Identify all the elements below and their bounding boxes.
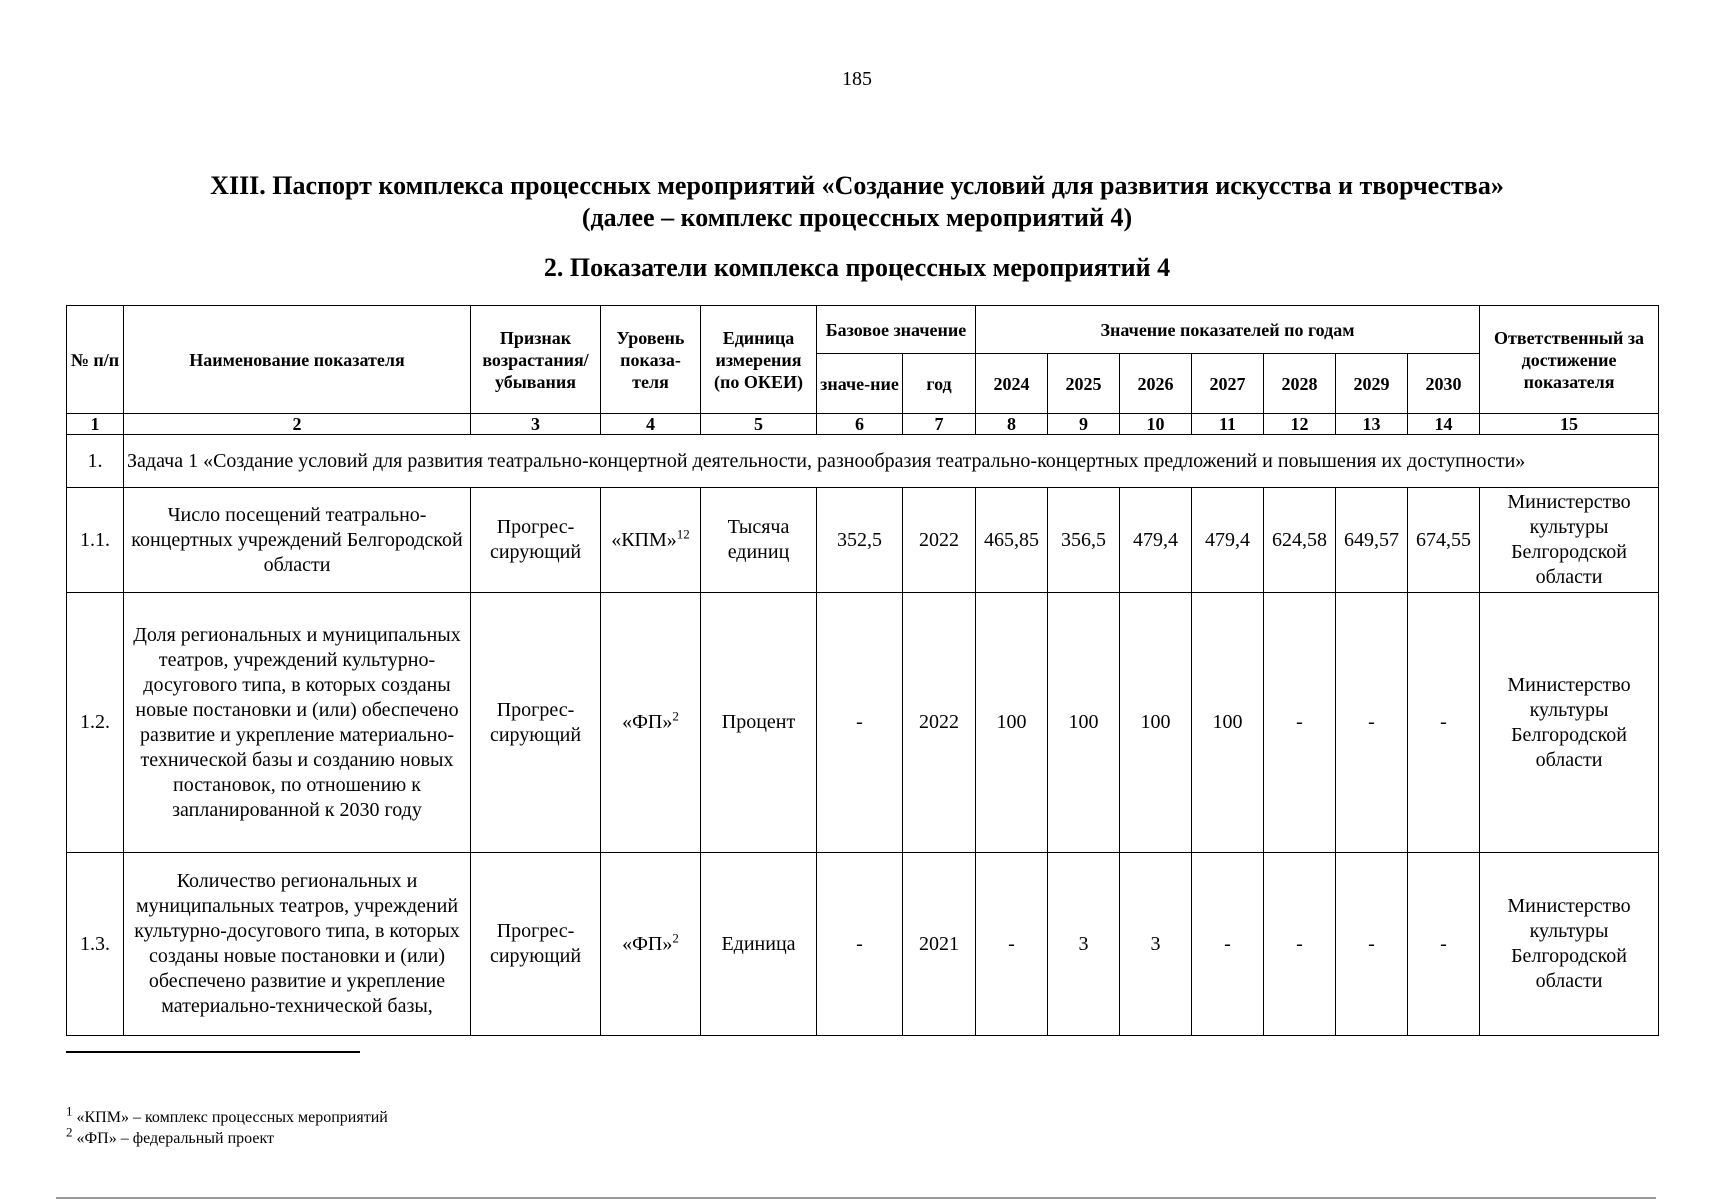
row-level	[601, 488, 701, 593]
indicators-table	[66, 305, 1659, 1036]
footnote-ref: 12	[676, 525, 690, 541]
header-num: № п/п	[67, 306, 124, 414]
footnote-text: «КПМ» – комплекс процессных мероприятий	[76, 1109, 388, 1126]
row-year-value: 3	[1048, 853, 1120, 1036]
row-year-value: 100	[1192, 593, 1264, 853]
column-number: 3	[471, 414, 601, 435]
row-year-value: -	[976, 853, 1048, 1036]
table-row	[67, 853, 1659, 1036]
header-base-year: год	[903, 354, 976, 414]
level-text: «ФП»	[622, 711, 673, 733]
row-year-value: -	[1408, 853, 1480, 1036]
header-row-1	[67, 306, 1659, 354]
row-base-year: 2021	[903, 853, 976, 1036]
column-number: 10	[1120, 414, 1192, 435]
column-number: 7	[903, 414, 976, 435]
column-number: 13	[1336, 414, 1408, 435]
row-year-value: 649,57	[1336, 488, 1408, 593]
row-year-value: 479,4	[1120, 488, 1192, 593]
task-text: Задача 1 «Создание условий для развития театрально-концертной деятельности, разнообразия театрально-концертных предложений и повышения их доступности»	[124, 435, 1659, 488]
footnote-mark: 1	[66, 1103, 73, 1119]
header-year: 2027	[1192, 354, 1264, 414]
header-year: 2030	[1408, 354, 1480, 414]
header-year: 2025	[1048, 354, 1120, 414]
header-base-value: значе-ние	[817, 354, 903, 414]
row-responsible: Министерство культуры Белгородской области	[1480, 488, 1659, 593]
row-level	[601, 853, 701, 1036]
row-year-value: -	[1264, 593, 1336, 853]
row-year-value: 674,55	[1408, 488, 1480, 593]
footnote-mark: 2	[66, 1124, 73, 1140]
passport-title: XIII. Паспорт комплекса процессных мероприятий «Создание условий для развития искусства и творчества»	[210, 171, 1504, 200]
header-responsible: Ответственный за достижение показателя	[1480, 306, 1659, 414]
section-title: 2. Показатели комплекса процессных мероприятий 4	[543, 253, 1171, 282]
row-name: Количество региональных и муниципальных театров, учреждений культурно-досугового типа, в которых созданы новые постановки и (или) обеспечено развитие и укрепление материально-технической базы,	[124, 853, 471, 1036]
column-number: 14	[1408, 414, 1480, 435]
page-number: 185	[842, 68, 872, 90]
row-year-value: -	[1336, 853, 1408, 1036]
header-trend: Признак возрастания/ убывания	[471, 306, 601, 414]
row-base-value: -	[817, 593, 903, 853]
header-base: Базовое значение	[817, 306, 976, 354]
header-year: 2024	[976, 354, 1048, 414]
table-row	[67, 488, 1659, 593]
header-level: Уровень показа-теля	[601, 306, 701, 414]
row-year-value: -	[1408, 593, 1480, 853]
row-unit: Единица	[701, 853, 817, 1036]
row-num: 1.3.	[67, 853, 124, 1036]
row-base-year: 2022	[903, 488, 976, 593]
row-year-value: 100	[1048, 593, 1120, 853]
header-year: 2028	[1264, 354, 1336, 414]
scan-edge-line	[56, 1197, 1656, 1199]
level-text: «КПМ»	[611, 528, 677, 551]
row-year-value: -	[1192, 853, 1264, 1036]
row-level	[601, 593, 701, 853]
row-year-value: -	[1264, 853, 1336, 1036]
column-number: 8	[976, 414, 1048, 435]
row-year-value: 624,58	[1264, 488, 1336, 593]
column-number: 4	[601, 414, 701, 435]
task-row	[67, 435, 1659, 488]
row-year-value: 465,85	[976, 488, 1048, 593]
row-responsible: Министерство культуры Белгородской области	[1480, 853, 1659, 1036]
column-number: 11	[1192, 414, 1264, 435]
row-base-year: 2022	[903, 593, 976, 853]
task-num: 1.	[67, 435, 124, 488]
passport-subtitle: (далее – комплекс процессных мероприятий 4)	[581, 203, 1133, 232]
row-base-value: -	[817, 853, 903, 1036]
row-year-value: 356,5	[1048, 488, 1120, 593]
row-year-value: 479,4	[1192, 488, 1264, 593]
table-row	[67, 593, 1659, 853]
column-number: 5	[701, 414, 817, 435]
row-unit: Тысяча единиц	[701, 488, 817, 593]
column-numbers-row	[67, 414, 1659, 435]
footnote-ref: 2	[672, 708, 679, 724]
column-number: 12	[1264, 414, 1336, 435]
footnote-text: «ФП» – федеральный проект	[76, 1130, 275, 1147]
level-text: «ФП»	[622, 932, 673, 955]
header-unit: Единица измерения (по ОКЕИ)	[701, 306, 817, 414]
footnote	[66, 1124, 275, 1149]
column-number: 2	[124, 414, 471, 435]
header-year: 2026	[1120, 354, 1192, 414]
header-name: Наименование показателя	[124, 306, 471, 414]
column-number: 6	[817, 414, 903, 435]
row-num: 1.1.	[67, 488, 124, 593]
footnote	[66, 1103, 388, 1128]
row-trend: Прогрес-сирующий	[471, 853, 601, 1036]
column-number: 1	[67, 414, 124, 435]
column-number: 9	[1048, 414, 1120, 435]
row-year-value: 100	[976, 593, 1048, 853]
row-year-value: -	[1336, 593, 1408, 853]
header-year: 2029	[1336, 354, 1408, 414]
row-num: 1.2.	[67, 593, 124, 853]
row-year-value: 100	[1120, 593, 1192, 853]
row-base-value: 352,5	[817, 488, 903, 593]
row-name: Число посещений театрально-концертных учреждений Белгородской области	[124, 488, 471, 593]
row-trend: Прогрес-сирующий	[471, 488, 601, 593]
row-responsible: Министерство культуры Белгородской области	[1480, 593, 1659, 853]
footnote-ref: 2	[672, 929, 679, 945]
column-number: 15	[1480, 414, 1659, 435]
row-name: Доля региональных и муниципальных театров, учреждений культурно-досугового типа, в которых созданы новые постановки и (или) обеспечено развитие и укрепление материально-технической базы и созданию новых постановок, по отношению к запланированной к 2030 году	[124, 593, 471, 853]
row-trend: Прогрес-сирующий	[471, 593, 601, 853]
row-year-value: 3	[1120, 853, 1192, 1036]
header-years-group: Значение показателей по годам	[976, 306, 1480, 354]
footnote-separator	[66, 1051, 360, 1053]
row-unit: Процент	[701, 593, 817, 853]
